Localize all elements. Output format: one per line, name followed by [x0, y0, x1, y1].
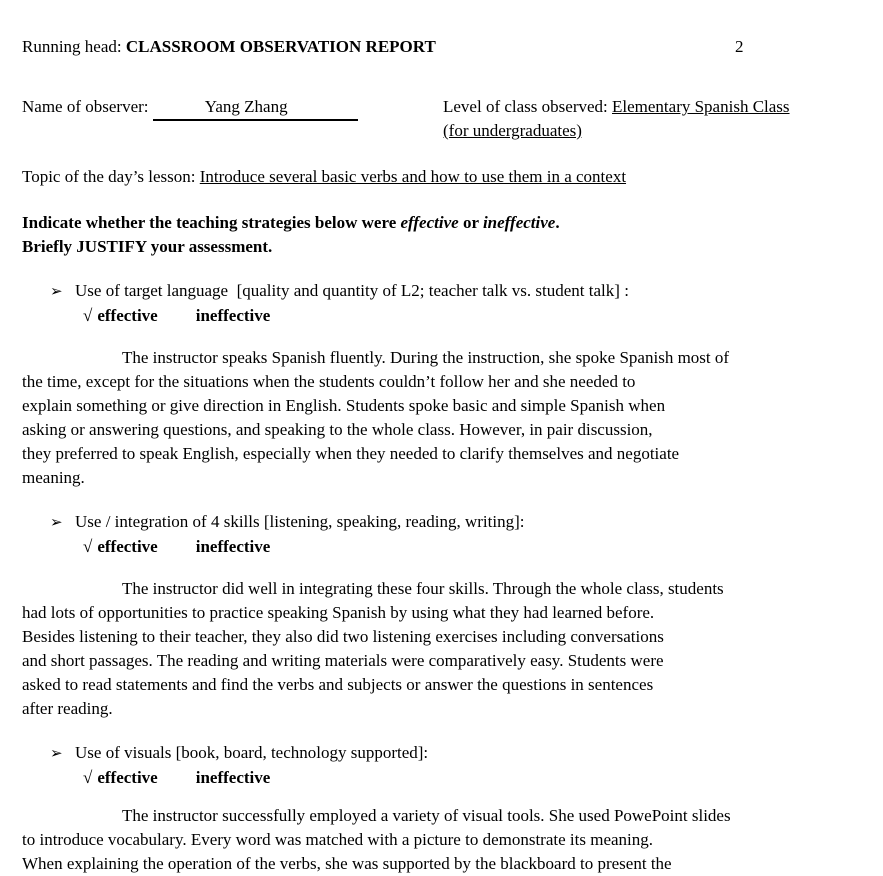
rating-row [22, 766, 863, 790]
instructions [22, 211, 863, 259]
section-paragraph [22, 804, 863, 876]
paragraph-line: they preferred to speak English, especially when they needed to clarify themselves and negotiate [22, 444, 680, 463]
instructions-line-1 [22, 211, 863, 235]
running-head-label: Running head: [22, 37, 126, 56]
rating-row [22, 304, 863, 328]
paragraph-line: When explaining the operation of the verbs, she was supported by the blackboard to present the [22, 854, 672, 873]
section-heading-four-skills [22, 510, 863, 535]
bullet-arrow-icon: ➢ [50, 746, 63, 762]
observer-blank-line [153, 95, 358, 121]
topic-field [22, 165, 863, 189]
check-mark: √ [83, 768, 93, 787]
level-value: Elementary Spanish Class [612, 97, 790, 116]
level-label: Level of class observed: [443, 97, 612, 116]
instructions-period: . [555, 213, 560, 232]
topic-label: Topic of the day’s lesson: [22, 167, 200, 186]
observer-field [22, 95, 443, 143]
paragraph-line: Besides listening to their teacher, they also did two listening exercises including conversations [22, 627, 664, 646]
effective-word: effective [400, 213, 459, 232]
observer-value: Yang Zhang [204, 97, 288, 116]
paragraph-line: The instructor successfully employed a variety of visual tools. She used PowePoint slides [122, 806, 731, 825]
paragraph-line: explain something or give direction in English. Students spoke basic and simple Spanish when [22, 396, 666, 415]
bullet-arrow-icon: ➢ [50, 284, 63, 300]
fields-row [22, 95, 863, 143]
section-heading-text: Use of visuals [book, board, technology supported]: [75, 743, 429, 762]
paragraph-line: The instructor speaks Spanish fluently. During the instruction, she spoke Spanish most of [122, 348, 730, 367]
paragraph-line: and short passages. The reading and writing materials were comparatively easy. Students were [22, 651, 664, 670]
effective-label: effective [97, 768, 158, 787]
ineffective-label: ineffective [195, 537, 271, 556]
section-heading-visuals [22, 741, 863, 766]
level-value-2: (for undergraduates) [443, 121, 582, 140]
paragraph-line: meaning. [22, 468, 85, 487]
running-head-title: CLASSROOM OBSERVATION REPORT [125, 37, 436, 56]
observer-label: Name of observer: [22, 97, 149, 116]
ineffective-word: ineffective [482, 213, 556, 232]
effective-label: effective [97, 306, 158, 325]
paragraph-line: The instructor did well in integrating these four skills. Through the whole class, students [122, 579, 724, 598]
rating-row [22, 535, 863, 559]
section-heading-text: Use of target language [quality and quantity of L2; teacher talk vs. student talk] : [75, 281, 629, 300]
paragraph-line: asking or answering questions, and speaking to the whole class. However, in pair discussion, [22, 420, 653, 439]
section-heading-text: Use / integration of 4 skills [listening, speaking, reading, writing]: [75, 512, 525, 531]
paragraph-line: asked to read statements and find the verbs and subjects or answer the questions in sentences [22, 675, 654, 694]
topic-value: Introduce several basic verbs and how to use them in a context [199, 167, 627, 186]
bullet-arrow-icon: ➢ [50, 515, 63, 531]
level-field [443, 95, 863, 143]
paragraph-line: had lots of opportunities to practice speaking Spanish by using what they had learned before. [22, 603, 655, 622]
paragraph-line: after reading. [22, 699, 113, 718]
check-mark: √ [83, 306, 93, 325]
section-paragraph [22, 346, 863, 490]
page-number: 2 [735, 37, 744, 56]
section-heading-target-language [22, 279, 863, 304]
paragraph-line: to introduce vocabulary. Every word was matched with a picture to demonstrate its meaning. [22, 830, 654, 849]
effective-label: effective [97, 537, 158, 556]
ineffective-label: ineffective [195, 306, 271, 325]
ineffective-label: ineffective [195, 768, 271, 787]
level-line-1 [443, 95, 863, 119]
level-line-2 [443, 119, 863, 143]
paragraph-line: the time, except for the situations when the students couldn’t follow her and she needed to [22, 372, 636, 391]
check-mark: √ [83, 537, 93, 556]
section-paragraph [22, 577, 863, 721]
instructions-text: Indicate whether the teaching strategies below were [22, 213, 401, 232]
or-word: or [458, 213, 483, 232]
instructions-line-2: Briefly JUSTIFY your assessment. [22, 237, 273, 256]
